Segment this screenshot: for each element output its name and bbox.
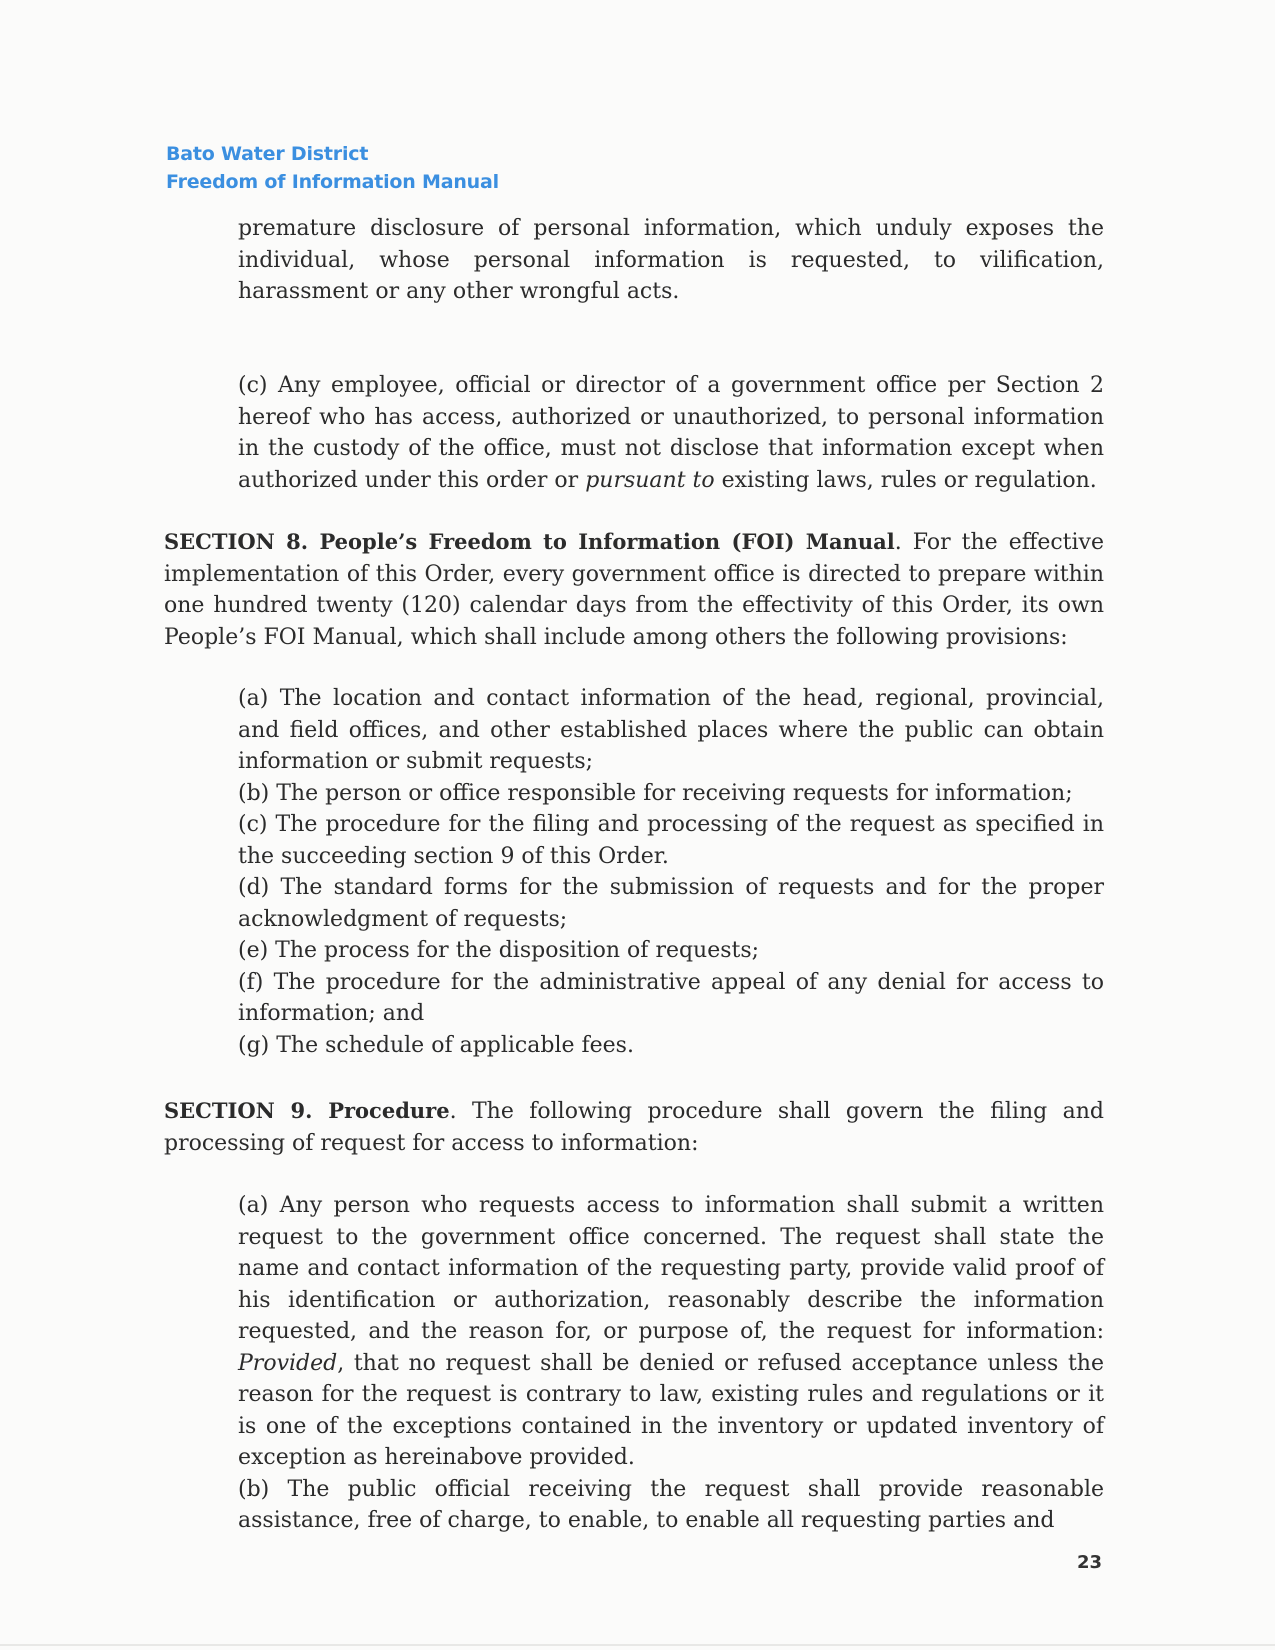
section-9-procedure-list [238, 1190, 1104, 1537]
page-edge-divider [0, 1644, 1275, 1646]
section-heading: SECTION 9. Procedure [164, 1098, 450, 1123]
text-run: (a) Any person who requests access to information shall submit a written request to the government office concerned. The request shall state the name and contact information of the requesting party, provide valid proof of his identification or authorization, reasonably describe the information requested, and the reason for, or purpose of, the request for information: [238, 1193, 1104, 1344]
paragraph-text: premature disclosure of personal information, which unduly exposes the individual, whose personal information is requested, to vilification, harassment or any other wrongful acts. [238, 216, 1104, 304]
section-heading: SECTION 8. People’s Freedom to Information (FOI) Manual [164, 529, 895, 554]
list-item [238, 1190, 1104, 1474]
manual-title: Freedom of Information Manual [166, 171, 499, 193]
list-item: (a) The location and contact information of the head, regional, provincial, and field offices, and other established places where the public can obtain information or submit requests; [238, 686, 1104, 774]
list-item: (f) The procedure for the administrative appeal of any denial for access to information; and [238, 969, 1104, 1026]
list-item: (e) The process for the disposition of requests; [238, 938, 760, 963]
document-header [166, 140, 499, 196]
organization-name: Bato Water District [166, 143, 369, 165]
text-run: , that no request shall be denied or refused acceptance unless the reason for the request is contrary to law, existing rules and regulations or it is one of the exceptions contained in the inventory or updated inventory of exception as hereinabove provided. [238, 1350, 1104, 1470]
text-run: . The following procedure shall govern the filing and processing of request for access to information: [164, 1099, 1104, 1156]
section-8-provisions-list [238, 683, 1104, 1061]
page-number: 23 [1077, 1552, 1103, 1573]
italic-term: Provided [238, 1350, 338, 1376]
paragraph-text [238, 370, 1104, 496]
paragraph-c-employee-disclosure [238, 370, 1104, 496]
list-item: (g) The schedule of applicable fees. [238, 1032, 634, 1058]
section-9-intro [164, 1095, 1104, 1159]
list-item: (b) The person or office responsible for receiving requests for information; [238, 780, 1073, 806]
list-item: (d) The standard forms for the submission of requests and for the proper acknowledgment of requests; [238, 875, 1104, 932]
italic-term: pursuant to [585, 467, 715, 493]
paragraph-text [164, 1095, 1104, 1159]
text-run: (c) Any employee, official or director of a government office per Section 2 hereof who has access, authorized or unauthorized, to personal information in the custody of the office, must not disclose that information except when authorized under this order or [238, 373, 1104, 493]
list-item: (c) The procedure for the filing and processing of the request as specified in the succeeding section 9 of this Order. [238, 812, 1104, 869]
text-run: . For the effective implementation of this Order, every government office is directed to prepare within one hundred twenty (120) calendar days from the effectivity of this Order, its own People’s FOI Manual, which shall include among others the following provisions: [164, 530, 1105, 650]
list-item: (b) The public official receiving the request shall provide reasonable assistance, free of charge, to enable, to enable all requesting parties and [238, 1476, 1104, 1533]
section-8-intro [164, 526, 1104, 653]
text-run: existing laws, rules or regulation. [714, 467, 1097, 493]
paragraph-text [164, 526, 1104, 653]
paragraph-premature-disclosure [238, 213, 1104, 308]
